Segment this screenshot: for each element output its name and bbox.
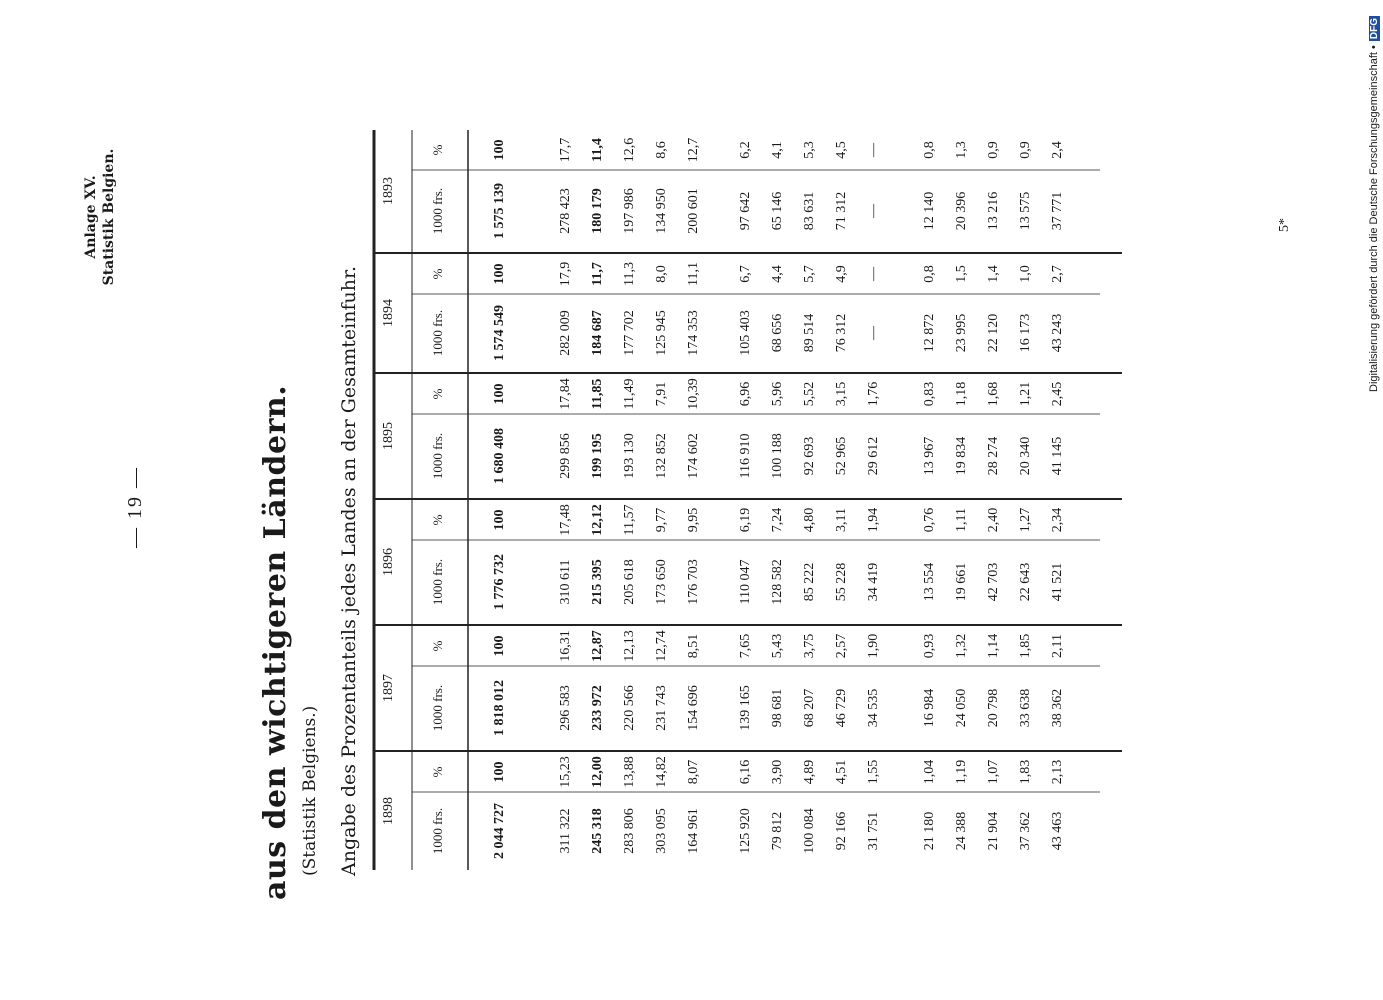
- value-cell: 1 680 408: [492, 428, 507, 484]
- unit-header: 1000 frs.: [430, 187, 445, 235]
- value-cell: 43 243: [1050, 313, 1065, 353]
- value-cell: 125 945: [654, 310, 669, 356]
- value-cell: 220 566: [622, 685, 637, 731]
- percent-cell: 15,23: [558, 756, 573, 788]
- value-cell: 85 222: [802, 562, 817, 602]
- value-cell: 116 910: [738, 433, 753, 479]
- value-cell: 13 554: [922, 562, 937, 602]
- value-cell: 12 140: [922, 191, 937, 231]
- percent-cell: 0,76: [922, 507, 937, 533]
- value-cell: 176 703: [686, 559, 701, 605]
- percent-cell: 8,0: [654, 265, 669, 283]
- value-cell: 42 703: [986, 562, 1001, 602]
- percent-cell: 9,95: [686, 507, 701, 533]
- percent-cell: 11,3: [622, 262, 637, 286]
- value-cell: 1 575 139: [492, 183, 507, 239]
- year-header-1897: 1897: [381, 674, 396, 702]
- percent-header: %: [430, 388, 445, 400]
- value-cell: 31 751: [866, 811, 881, 851]
- value-cell: 37 771: [1050, 191, 1065, 231]
- value-cell: 13 216: [986, 191, 1001, 231]
- value-cell: 92 166: [834, 811, 849, 851]
- value-cell: 1 574 549: [492, 305, 507, 361]
- value-cell: 299 856: [558, 433, 573, 479]
- percent-cell: 11,4: [590, 138, 605, 162]
- percent-cell: 7,24: [770, 507, 785, 533]
- percent-cell: 1,27: [1018, 507, 1033, 533]
- value-cell: 34 419: [866, 562, 881, 602]
- value-cell: 97 642: [738, 191, 753, 231]
- percent-cell: 7,91: [654, 381, 669, 407]
- value-cell: 23 995: [954, 313, 969, 353]
- value-cell: 1 818 012: [492, 680, 507, 736]
- percent-cell: 1,5: [954, 265, 969, 283]
- percent-cell: 0,8: [922, 265, 937, 283]
- percent-cell: 5,52: [802, 381, 817, 407]
- percent-cell: 1,19: [954, 759, 969, 785]
- percent-cell: 0,9: [1018, 141, 1033, 159]
- value-cell: 134 950: [654, 188, 669, 234]
- value-cell: —: [866, 326, 881, 340]
- value-cell: 180 179: [590, 188, 605, 234]
- value-cell: 132 852: [654, 433, 669, 479]
- value-cell: 154 696: [686, 685, 701, 731]
- percent-cell: 100: [492, 761, 507, 783]
- value-cell: 310 611: [558, 559, 573, 605]
- value-cell: 311 322: [558, 808, 573, 854]
- value-cell: 193 130: [622, 433, 637, 479]
- value-cell: 245 318: [590, 808, 605, 854]
- percent-cell: 12,12: [590, 504, 605, 536]
- value-cell: 200 601: [686, 188, 701, 234]
- value-cell: 105 403: [738, 310, 753, 356]
- percent-cell: 1,94: [866, 507, 881, 533]
- percent-header: %: [430, 144, 445, 156]
- value-cell: 173 650: [654, 559, 669, 605]
- percent-cell: 100: [492, 509, 507, 531]
- percent-cell: 2,57: [834, 633, 849, 659]
- percent-cell: 17,7: [558, 137, 573, 163]
- value-cell: 100 084: [802, 808, 817, 854]
- percent-cell: 11,7: [590, 262, 605, 286]
- percent-cell: 5,3: [802, 141, 817, 159]
- value-cell: 79 812: [770, 811, 785, 851]
- value-cell: 24 388: [954, 811, 969, 851]
- percent-cell: 5,43: [770, 633, 785, 659]
- percent-cell: 3,90: [770, 759, 785, 785]
- percent-cell: 4,5: [834, 141, 849, 159]
- value-cell: 52 965: [834, 436, 849, 476]
- percent-cell: 4,51: [834, 759, 849, 785]
- value-cell: 2 044 727: [492, 803, 507, 859]
- percent-cell: 6,16: [738, 759, 753, 785]
- percent-cell: 8,07: [686, 759, 701, 785]
- value-cell: 89 514: [802, 313, 817, 353]
- value-cell: 13 967: [922, 436, 937, 476]
- percent-cell: 11,85: [590, 378, 605, 410]
- value-cell: 13 575: [1018, 191, 1033, 231]
- percent-cell: 0,83: [922, 381, 937, 407]
- percent-cell: 1,3: [954, 141, 969, 159]
- percent-cell: 3,15: [834, 381, 849, 407]
- value-cell: —: [866, 204, 881, 218]
- percent-cell: 4,89: [802, 759, 817, 785]
- value-cell: 164 961: [686, 808, 701, 854]
- value-cell: 98 681: [770, 688, 785, 728]
- value-cell: 21 180: [922, 811, 937, 851]
- percent-cell: 1,55: [866, 759, 881, 785]
- percent-cell: 8,6: [654, 141, 669, 159]
- value-cell: 19 661: [954, 562, 969, 602]
- value-cell: 68 656: [770, 313, 785, 353]
- value-cell: 197 986: [622, 188, 637, 234]
- value-cell: 68 207: [802, 688, 817, 728]
- value-cell: 76 312: [834, 313, 849, 353]
- percent-cell: 16,31: [558, 630, 573, 662]
- value-cell: 100 188: [770, 433, 785, 479]
- percent-cell: 2,45: [1050, 381, 1065, 407]
- value-cell: 177 702: [622, 310, 637, 356]
- value-cell: 205 618: [622, 559, 637, 605]
- value-cell: 231 743: [654, 685, 669, 731]
- percent-cell: 1,0: [1018, 265, 1033, 283]
- percent-cell: 4,1: [770, 141, 785, 159]
- value-cell: 296 583: [558, 685, 573, 731]
- percent-cell: 1,11: [954, 508, 969, 532]
- percent-cell: 1,68: [986, 381, 1001, 407]
- percent-cell: 100: [492, 263, 507, 285]
- percent-cell: 7,65: [738, 633, 753, 659]
- value-cell: 20 798: [986, 688, 1001, 728]
- value-cell: 71 312: [834, 191, 849, 231]
- value-cell: 283 806: [622, 808, 637, 854]
- unit-header: 1000 frs.: [430, 309, 445, 357]
- percent-cell: 2,4: [1050, 141, 1065, 159]
- percent-cell: 12,87: [590, 630, 605, 662]
- percent-cell: 1,18: [954, 381, 969, 407]
- year-header-1894: 1894: [381, 299, 396, 327]
- percent-cell: 1,90: [866, 633, 881, 659]
- percent-cell: 1,07: [986, 759, 1001, 785]
- annex-subtitle: Statistik Belgien.: [101, 148, 117, 286]
- value-cell: 233 972: [590, 685, 605, 731]
- value-cell: 20 340: [1018, 436, 1033, 476]
- percent-cell: 100: [492, 635, 507, 657]
- value-cell: 34 535: [866, 688, 881, 728]
- value-cell: 282 009: [558, 310, 573, 356]
- value-cell: 65 146: [770, 191, 785, 231]
- value-cell: 21 904: [986, 811, 1001, 851]
- percent-cell: 12,6: [622, 137, 637, 163]
- percent-cell: 1,83: [1018, 759, 1033, 785]
- percent-cell: 6,7: [738, 265, 753, 283]
- page-number: — 19 —: [124, 466, 146, 548]
- stray-mark: 5*: [1277, 218, 1292, 232]
- percent-cell: 2,34: [1050, 507, 1065, 533]
- percent-cell: 1,04: [922, 759, 937, 785]
- annex-number: Anlage XV.: [83, 175, 99, 259]
- percent-cell: 0,93: [922, 633, 937, 659]
- value-cell: 174 602: [686, 433, 701, 479]
- year-header-1893: 1893: [381, 177, 396, 205]
- percent-cell: 4,4: [770, 265, 785, 283]
- value-cell: 33 638: [1018, 688, 1033, 728]
- value-cell: 110 047: [738, 559, 753, 605]
- unit-header: 1000 frs.: [430, 684, 445, 732]
- percent-cell: 6,2: [738, 141, 753, 159]
- year-header-1895: 1895: [381, 422, 396, 450]
- percent-cell: —: [866, 143, 881, 157]
- percent-cell: 6,96: [738, 381, 753, 407]
- value-cell: 19 834: [954, 436, 969, 476]
- value-cell: 278 423: [558, 188, 573, 234]
- value-cell: 38 362: [1050, 688, 1065, 728]
- value-cell: 199 195: [590, 433, 605, 479]
- page-title: aus den wichtigeren Ländern.: [258, 384, 293, 900]
- percent-cell: 9,77: [654, 507, 669, 533]
- percent-cell: 5,7: [802, 265, 817, 283]
- percent-header: %: [430, 268, 445, 280]
- value-cell: 16 984: [922, 688, 937, 728]
- percent-cell: 8,51: [686, 633, 701, 659]
- percent-cell: 17,84: [558, 378, 573, 410]
- percent-cell: 1,85: [1018, 633, 1033, 659]
- percent-cell: 1,21: [1018, 381, 1033, 407]
- value-cell: 174 353: [686, 310, 701, 356]
- percent-cell: 100: [492, 139, 507, 161]
- percent-cell: 2,7: [1050, 265, 1065, 283]
- percent-cell: 10,39: [686, 378, 701, 410]
- value-cell: 41 145: [1050, 436, 1065, 476]
- value-cell: 28 274: [986, 436, 1001, 476]
- percent-cell: 12,00: [590, 756, 605, 788]
- value-cell: 37 362: [1018, 811, 1033, 851]
- dfg-logo: DFG: [1369, 18, 1380, 40]
- value-cell: 20 396: [954, 191, 969, 231]
- percent-header: %: [430, 766, 445, 778]
- percent-header: %: [430, 640, 445, 652]
- credit-text: Digitalisierung gefördert durch die Deutsche Forschungsgemeinschaft •: [1368, 45, 1380, 392]
- percent-cell: 1,4: [986, 265, 1001, 283]
- percent-cell: 17,9: [558, 261, 573, 287]
- percent-cell: 2,40: [986, 507, 1001, 533]
- percent-cell: 12,13: [622, 630, 637, 662]
- percent-cell: 14,82: [654, 756, 669, 788]
- unit-header: 1000 frs.: [430, 807, 445, 855]
- percent-cell: 100: [492, 383, 507, 405]
- year-header-1898: 1898: [381, 797, 396, 825]
- value-cell: 139 165: [738, 685, 753, 731]
- percent-cell: 11,1: [686, 262, 701, 286]
- percent-cell: 12,7: [686, 137, 701, 163]
- value-cell: 83 631: [802, 191, 817, 231]
- percent-cell: 4,80: [802, 507, 817, 533]
- percent-cell: 17,48: [558, 504, 573, 536]
- percent-cell: 11,57: [622, 504, 637, 536]
- value-cell: 1 776 732: [492, 554, 507, 610]
- value-cell: 22 643: [1018, 562, 1033, 602]
- value-cell: 22 120: [986, 313, 1001, 353]
- percent-cell: 2,13: [1050, 759, 1065, 785]
- unit-header: 1000 frs.: [430, 558, 445, 606]
- table-subheading: Angabe des Prozentanteils jedes Landes an der Gesamteinfuhr.: [338, 265, 360, 876]
- value-cell: 55 228: [834, 562, 849, 602]
- percent-cell: 3,75: [802, 633, 817, 659]
- value-cell: 184 687: [590, 310, 605, 356]
- percent-cell: —: [866, 267, 881, 281]
- value-cell: 16 173: [1018, 313, 1033, 353]
- value-cell: 41 521: [1050, 562, 1065, 602]
- source-note: (Statistik Belgiens.): [300, 705, 320, 876]
- value-cell: 46 729: [834, 688, 849, 728]
- value-cell: 43 463: [1050, 811, 1065, 851]
- value-cell: 215 395: [590, 559, 605, 605]
- percent-cell: 0,8: [922, 141, 937, 159]
- percent-cell: 0,9: [986, 141, 1001, 159]
- percent-cell: 2,11: [1050, 634, 1065, 658]
- value-cell: 128 582: [770, 559, 785, 605]
- value-cell: 303 095: [654, 808, 669, 854]
- percent-cell: 13,88: [622, 756, 637, 788]
- value-cell: 12 872: [922, 313, 937, 353]
- year-header-1896: 1896: [381, 548, 396, 576]
- percent-cell: 5,96: [770, 381, 785, 407]
- percent-cell: 12,74: [654, 630, 669, 662]
- percent-cell: 6,19: [738, 507, 753, 533]
- percent-cell: 1,14: [986, 633, 1001, 659]
- percent-cell: 1,32: [954, 633, 969, 659]
- value-cell: 92 693: [802, 436, 817, 476]
- value-cell: 24 050: [954, 688, 969, 728]
- percent-header: %: [430, 514, 445, 526]
- percent-cell: 11,49: [622, 378, 637, 410]
- value-cell: 29 612: [866, 436, 881, 476]
- percent-cell: 3,11: [834, 508, 849, 532]
- percent-cell: 1,76: [866, 381, 881, 407]
- unit-header: 1000 frs.: [430, 432, 445, 480]
- percent-cell: 4,9: [834, 265, 849, 283]
- value-cell: 125 920: [738, 808, 753, 854]
